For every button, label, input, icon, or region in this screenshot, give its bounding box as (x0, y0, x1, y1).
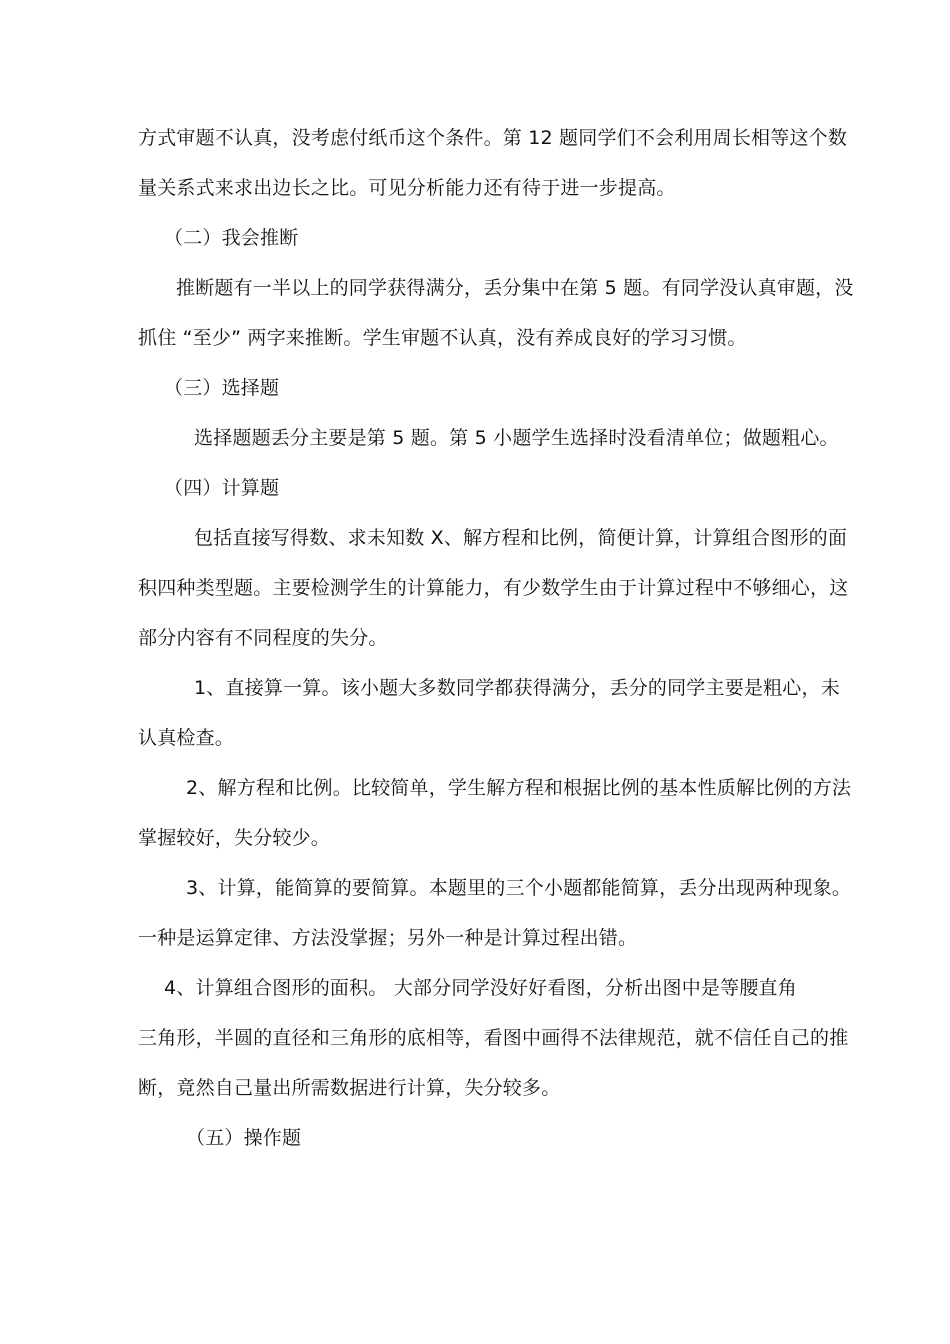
paragraph-line: 积四种类型题。主要检测学生的计算能力，有少数学生由于计算过程中不够细心，这 (138, 577, 849, 599)
list-item-line: 三角形，半圆的直径和三角形的底相等，看图中画得不法律规范，就不信任自己的推 (138, 1027, 849, 1049)
paragraph-line: 方式审题不认真，没考虑付纸币这个条件。第 12 题同学们不会利用周长相等这个数 (138, 127, 848, 149)
list-item-line: 断，竟然自己量出所需数据进行计算，失分较多。 (138, 1077, 561, 1099)
paragraph-line: 抓住 “至少” 两字来推断。学生审题不认真，没有养成良好的学习习惯。 (138, 327, 747, 349)
list-item-line: 认真检查。 (138, 727, 235, 749)
section-heading-3: （三）选择题 (164, 377, 280, 399)
paragraph-line: 选择题题丢分主要是第 5 题。第 5 小题学生选择时没看清单位；做题粗心。 (194, 427, 839, 449)
list-item-line: 1、直接算一算。该小题大多数同学都获得满分，丢分的同学主要是粗心，未 (194, 677, 840, 699)
list-item-line: 3、计算，能简算的要简算。本题里的三个小题都能简算，丢分出现两种现象。 (186, 877, 852, 899)
list-item-line: 4、计算组合图形的面积。 大部分同学没好好看图，分析出图中是等腰直角 (164, 977, 797, 999)
list-item-line: 一种是运算定律、方法没掌握；另外一种是计算过程出错。 (138, 927, 638, 949)
section-heading-2: （二）我会推断 (164, 227, 299, 249)
list-item-line: 掌握较好，失分较少。 (138, 827, 331, 849)
paragraph-line: 量关系式来求出边长之比。可见分析能力还有待于进一步提高。 (138, 177, 676, 199)
section-heading-5: （五）操作题 (186, 1127, 302, 1149)
list-item-line: 2、解方程和比例。比较简单，学生解方程和根据比例的基本性质解比例的方法 (186, 777, 852, 799)
section-heading-4: （四）计算题 (164, 477, 280, 499)
paragraph-line: 包括直接写得数、求未知数 X、解方程和比例，简便计算，计算组合图形的面 (194, 527, 848, 549)
paragraph-line: 部分内容有不同程度的失分。 (138, 627, 388, 649)
paragraph-line: 推断题有一半以上的同学获得满分，丢分集中在第 5 题。有同学没认真审题，没 (176, 277, 854, 299)
